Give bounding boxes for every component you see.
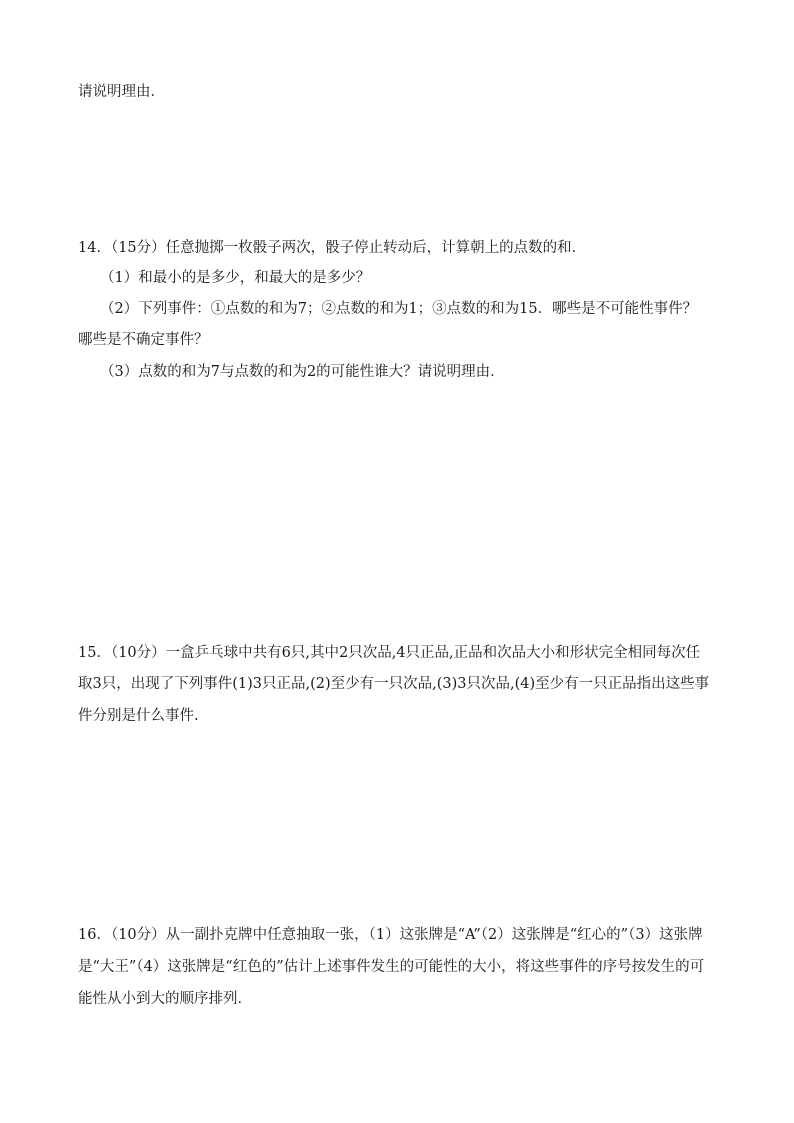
q16-line2: 是“大王”（4）这张牌是“红色的”估计上述事件发生的可能性的大小，将这些事件的序号按发生的可 xyxy=(78,959,705,975)
q16-line3: 能性从小到大的顺序排列． xyxy=(78,991,252,1007)
q15-line3: 件分别是什么事件. xyxy=(78,708,199,724)
q16-line1: 16．（10分）从一副扑克牌中任意抽取一张，（1）这张牌是“A”（2）这张牌是“红心的”（3）这张牌 xyxy=(78,927,703,943)
q13-tail-text: 请说明理由． xyxy=(78,84,165,100)
q14-part2-line1: （2）下列事件：①点数的和为7；②点数的和为1；③点数的和为15．哪些是不可能性事件？ xyxy=(100,301,698,317)
q14-part2-line2: 哪些是不确定事件？ xyxy=(78,332,209,348)
q14-part3: （3）点数的和为7与点数的和为2的可能性谁大？请说明理由． xyxy=(100,364,505,380)
q14-part1: （1）和最小的是多少，和最大的是多少？ xyxy=(100,270,371,286)
q15-line2: 取3只，出现了下列事件(1)3只正品,(2)至少有一只次品,(3)3只次品,(4)至少有一只正品指出这些事 xyxy=(78,676,710,692)
q14-stem: 14．（15分）任意抛掷一枚骰子两次，骰子停止转动后，计算朝上的点数的和． xyxy=(78,240,587,256)
q15-line1: 15．（10分）一盒乒乓球中共有6只,其中2只次品,4只正品,正品和次品大小和形状完全相同每次任 xyxy=(78,645,701,661)
